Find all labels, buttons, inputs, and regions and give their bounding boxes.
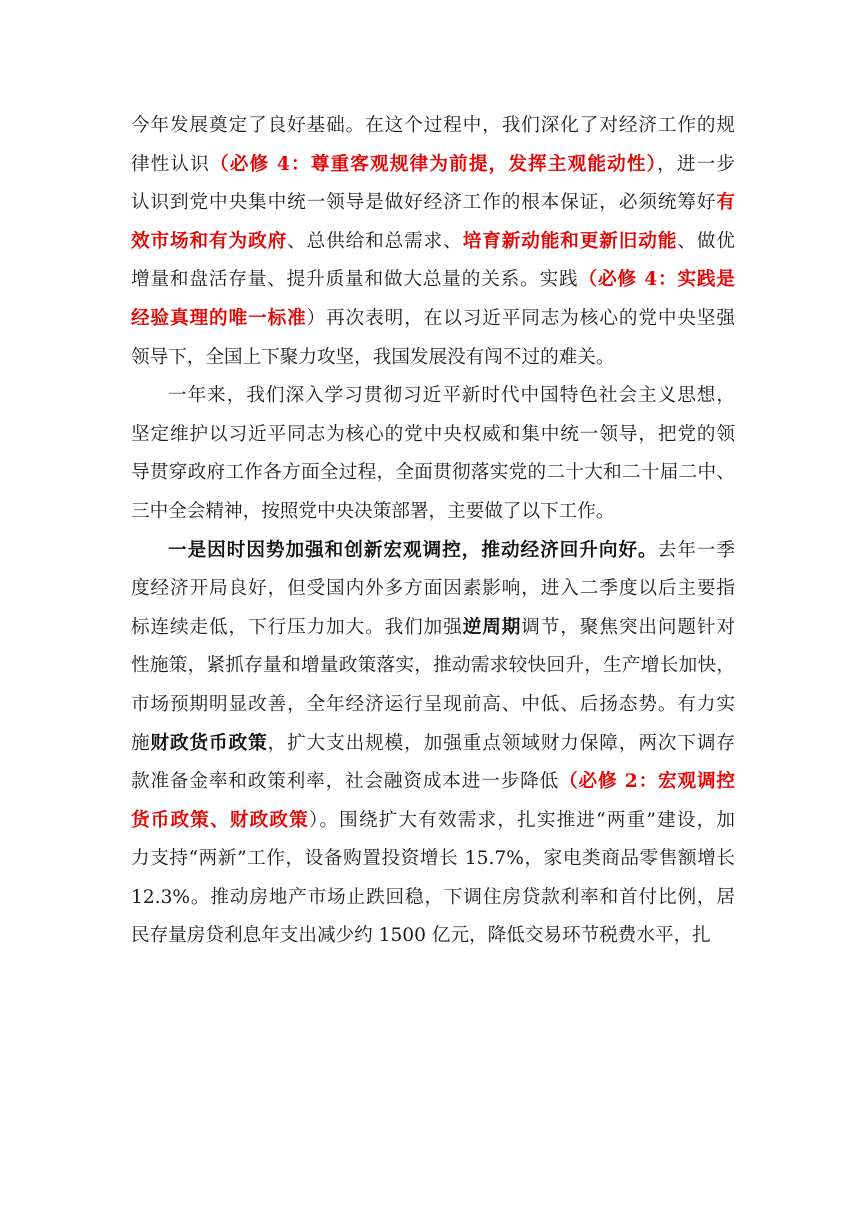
body-text: 去年一季 [657, 539, 735, 561]
text-line [131, 532, 735, 571]
text-line [131, 493, 735, 532]
paragraph [131, 532, 735, 957]
text-line [131, 609, 735, 648]
highlight-annotation: （必修 4：尊重客观规律为前提，发挥主观能动性） [210, 153, 658, 175]
body-text: ，扩大支出规模，加强重点领域财力保障，两次下调存 [267, 732, 735, 754]
text-line [131, 570, 735, 609]
highlight-annotation: 有 [716, 192, 735, 214]
text-line [131, 647, 735, 686]
body-text: 认识到党中央集中统一领导是做好经济工作的根本保证，必须统筹好 [131, 192, 717, 214]
paragraph [131, 107, 735, 377]
text-line [131, 261, 735, 300]
body-text: 款准备金率和政策利率，社会融资成本进一步降低 [131, 771, 560, 793]
body-text: 民存量房贷利息年支出减少约 1500 亿元，降低交易环节税费水平，扎 [131, 925, 711, 947]
body-text: 市场预期明显改善，全年经济运行呈现前高、中低、后扬态势。有力实 [131, 693, 735, 715]
highlight-annotation: （必修 4：实践是 [578, 269, 735, 291]
text-line [131, 840, 735, 879]
text-line [131, 879, 735, 918]
text-line [131, 339, 735, 378]
text-line [131, 917, 735, 956]
body-text: 今年发展奠定了良好基础。在这个过程中，我们深化了对经济工作的规 [131, 115, 735, 136]
body-text: 力支持“两新”工作，设备购置投资增长 15.7%，家电类商品零售额增长 [131, 848, 735, 870]
text-line [131, 802, 735, 841]
body-text: 三中全会精神，按照党中央决策部署，主要做了以下工作。 [131, 500, 615, 522]
body-text: ）。围绕扩大有效需求，扎实推进“两重”建设，加 [308, 809, 735, 831]
paragraph [131, 377, 735, 531]
body-text: 领导下，全国上下聚力攻坚，我国发展没有闯不过的难关。 [131, 346, 615, 368]
text-line [131, 107, 735, 146]
highlight-annotation: 培育新动能和更新旧动能 [462, 230, 678, 252]
body-text: ）再次表明，在以习近平同志为核心的党中央坚强 [306, 307, 735, 329]
text-line [131, 146, 735, 185]
text-line [131, 300, 735, 339]
bold-emphasis: 一是因时因势加强和创新宏观调控，推动经济回升向好。 [168, 539, 658, 561]
text-line [131, 416, 735, 455]
body-text: 律性认识 [131, 153, 211, 175]
bold-emphasis: 逆周期 [462, 616, 522, 638]
text-line [131, 454, 735, 493]
body-text: 性施策，紧抓存量和增量政策落实，推动需求较快回升，生产增长加快， [131, 655, 735, 677]
body-text: 增量和盘活存量、提升质量和做大总量的关系。实践 [131, 269, 579, 291]
body-text: 一年来，我们深入学习贯彻习近平新时代中国特色社会主义思想， [168, 385, 735, 407]
body-text: 坚定维护以习近平同志为核心的党中央权威和集中统一领导，把党的领 [131, 423, 735, 445]
text-line [131, 686, 735, 725]
text-line [131, 377, 735, 416]
body-text: 度经济开局良好，但受国内外多方面因素影响，进入二季度以后主要指 [131, 578, 735, 600]
text-line [131, 184, 735, 223]
highlight-annotation: 货币政策、财政政策 [131, 809, 309, 831]
document-body [131, 107, 735, 956]
highlight-annotation: （必修 2：宏观调控 [559, 771, 735, 793]
text-line [131, 223, 735, 262]
body-text: 调节，聚焦突出问题针对 [521, 616, 735, 638]
bold-emphasis: 财政货币政策 [150, 732, 268, 754]
text-line [131, 725, 735, 764]
body-text: 导贯穿政府工作各方面全过程，全面贯彻落实党的二十大和二十届二中、 [131, 462, 735, 484]
body-text: 施 [131, 732, 151, 754]
highlight-annotation: 经验真理的唯一标准 [131, 307, 307, 329]
body-text: 标连续走低，下行压力加大。我们加强 [131, 616, 463, 638]
highlight-annotation: 效市场和有为政府 [131, 230, 288, 252]
body-text: 、总供给和总需求、 [287, 230, 463, 252]
body-text: 12.3%。推动房地产市场止跌回稳，下调住房贷款利率和首付比例，居 [131, 886, 735, 908]
body-text: 、做优 [677, 230, 735, 252]
text-line [131, 763, 735, 802]
body-text: ，进一步 [657, 153, 735, 175]
